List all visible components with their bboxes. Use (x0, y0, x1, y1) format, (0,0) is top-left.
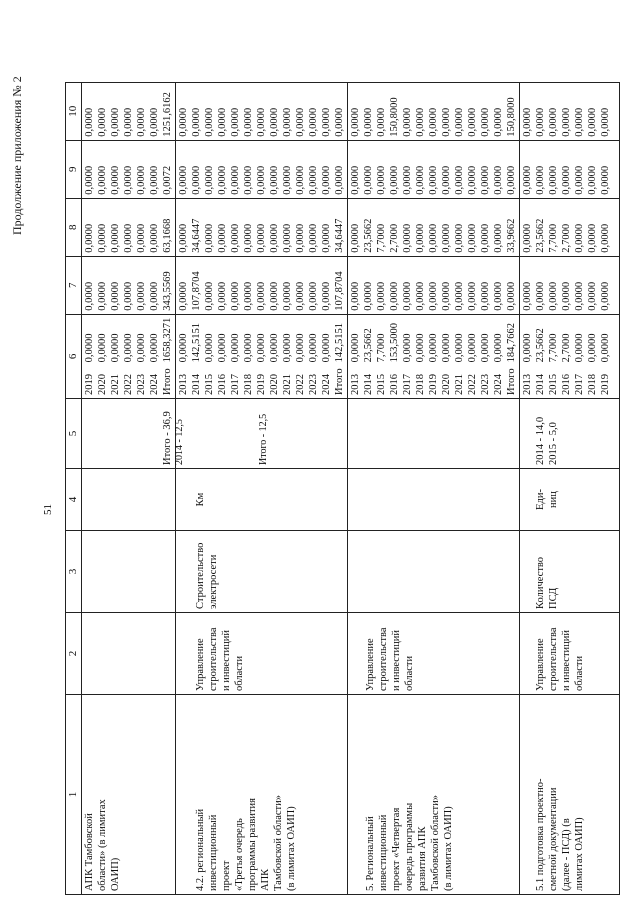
year-cell: 2013 2014 2015 2016 2017 2018 2019 (520, 365, 620, 398)
regional-cell: 0,0000 34,6447 0,0000 0,0000 0,0000 0,0000 0,0000 0,0000 0,0000 0,0000 0,0000 0,0000 34,6447 (176, 198, 348, 256)
table-row (82, 82, 176, 894)
table-row (520, 82, 620, 894)
unit-cell: Км (176, 469, 348, 531)
col-header-1: 1 (66, 695, 82, 895)
year-cell: 2013 2014 2015 2016 2017 2018 2019 2020 2021 2022 2023 2024 Итого (348, 365, 520, 398)
target-value-cell: 2014 - 14,0 2015 - 5,0 (520, 399, 620, 469)
local-cell: 0,0000 0,0000 0,0000 0,0000 0,0000 0,0000 0,0000 (520, 140, 620, 198)
row-name-cell: 5.1 подготовка проектно- сметной документации (далее - ПСД) (в лимитах ОАИП) (520, 695, 620, 895)
year-cell: 2019 2020 2021 2022 2023 2024 Итого (82, 365, 176, 398)
col-header-5: 5 (66, 399, 82, 469)
total-cell: 0,0000 23,5662 7,7000 2,7000 0,0000 0,0000 0,0000 (520, 314, 620, 365)
total-cell: 0,0000 142,5151 0,0000 0,0000 0,0000 0,0000 0,0000 0,0000 0,0000 0,0000 0,0000 0,0000 142,5151 (176, 314, 348, 365)
indicator-cell: Количество ПСД (520, 531, 620, 613)
extra-cell: 0,0000 0,0000 0,0000 0,0000 0,0000 0,0000 0,0000 (520, 82, 620, 140)
unit-cell (348, 469, 520, 531)
federal-cell: 0,0000 0,0000 0,0000 0,0000 0,0000 0,0000 343,5569 (82, 256, 176, 314)
col-header-10: 10 (66, 82, 82, 140)
unit-cell (82, 469, 176, 531)
target-value-cell: 2014 - 12,5 Итого - 12,5 (176, 399, 348, 469)
unit-cell: Еди- ниц (520, 469, 620, 531)
header-row (66, 82, 82, 894)
total-cell: 0,0000 23,5662 7,7000 153,5000 0,0000 0,0000 0,0000 0,0000 0,0000 0,0000 0,0000 0,0000 184,7662 (348, 314, 520, 365)
federal-cell: 0,0000 0,0000 0,0000 0,0000 0,0000 0,0000 0,0000 0,0000 0,0000 0,0000 0,0000 0,0000 0,0000 (348, 256, 520, 314)
regional-cell: 0,0000 23,5662 7,7000 2,7000 0,0000 0,0000 0,0000 (520, 198, 620, 256)
program-table (65, 82, 620, 895)
col-header-6: 6 (66, 314, 82, 398)
indicator-cell (82, 531, 176, 613)
indicator-cell (348, 531, 520, 613)
responsible-cell (82, 613, 176, 695)
responsible-cell: Управление строительства и инвестиций области (176, 613, 348, 695)
year-cell: 2013 2014 2015 2016 2017 2018 2019 2020 2021 2022 2023 2024 Итого (176, 365, 348, 398)
federal-cell: 0,0000 107,8704 0,0000 0,0000 0,0000 0,0000 0,0000 0,0000 0,0000 0,0000 0,0000 0,0000 107,8704 (176, 256, 348, 314)
table-row (348, 82, 520, 894)
col-header-3: 3 (66, 531, 82, 613)
page-number: 51 (42, 504, 54, 515)
row-name-cell: 5. Региональный инвестиционный проект «Четвертая очередь программы развития АПК Тамбовской области» (в лимитах ОАИП) (348, 695, 520, 895)
row-name-cell: 4.2. региональный инвестиционный проект «Третья очередь программы развития АПК Тамбовской области» (в лимитах ОАИП) (176, 695, 348, 895)
table-row (176, 82, 348, 894)
total-cell: 0,0000 0,0000 0,0000 0,0000 0,0000 0,0000 1658,3271 (82, 314, 176, 365)
target-value-cell (348, 399, 520, 469)
appendix-caption: Продолжение приложения № 2 (10, 76, 24, 235)
target-value-cell: Итого - 36,9 (82, 399, 176, 469)
col-header-4: 4 (66, 469, 82, 531)
row-name-cell: АПК Тамбовской области» (в лимитах ОАИП) (82, 695, 176, 895)
col-header-7: 7 (66, 256, 82, 314)
local-cell: 0,0000 0,0000 0,0000 0,0000 0,0000 0,0000 0,0000 0,0000 0,0000 0,0000 0,0000 0,0000 0,0000 (348, 140, 520, 198)
col-header-2: 2 (66, 613, 82, 695)
extra-cell: 0,0000 0,0000 0,0000 150,8000 0,0000 0,0000 0,0000 0,0000 0,0000 0,0000 0,0000 0,0000 150,8000 (348, 82, 520, 140)
extra-cell: 0,0000 0,0000 0,0000 0,0000 0,0000 0,0000 0,0000 0,0000 0,0000 0,0000 0,0000 0,0000 0,0000 (176, 82, 348, 140)
col-header-9: 9 (66, 140, 82, 198)
responsible-cell: Управление строительства и инвестиций области (348, 613, 520, 695)
local-cell: 0,0000 0,0000 0,0000 0,0000 0,0000 0,0000 0,0000 0,0000 0,0000 0,0000 0,0000 0,0000 0,0000 (176, 140, 348, 198)
regional-cell: 0,0000 0,0000 0,0000 0,0000 0,0000 0,0000 63,1668 (82, 198, 176, 256)
col-header-8: 8 (66, 198, 82, 256)
federal-cell: 0,0000 0,0000 0,0000 0,0000 0,0000 0,0000 0,0000 (520, 256, 620, 314)
indicator-cell: Строительство электросети (176, 531, 348, 613)
extra-cell: 0,0000 0,0000 0,0000 0,0000 0,0000 0,0000 1251,6162 (82, 82, 176, 140)
responsible-cell: Управление строительства и инвестиций области (520, 613, 620, 695)
regional-cell: 0,0000 23,5662 7,7000 2,7000 0,0000 0,0000 0,0000 0,0000 0,0000 0,0000 0,0000 0,0000 33,9662 (348, 198, 520, 256)
local-cell: 0,0000 0,0000 0,0000 0,0000 0,0000 0,0000 0,0072 (82, 140, 176, 198)
